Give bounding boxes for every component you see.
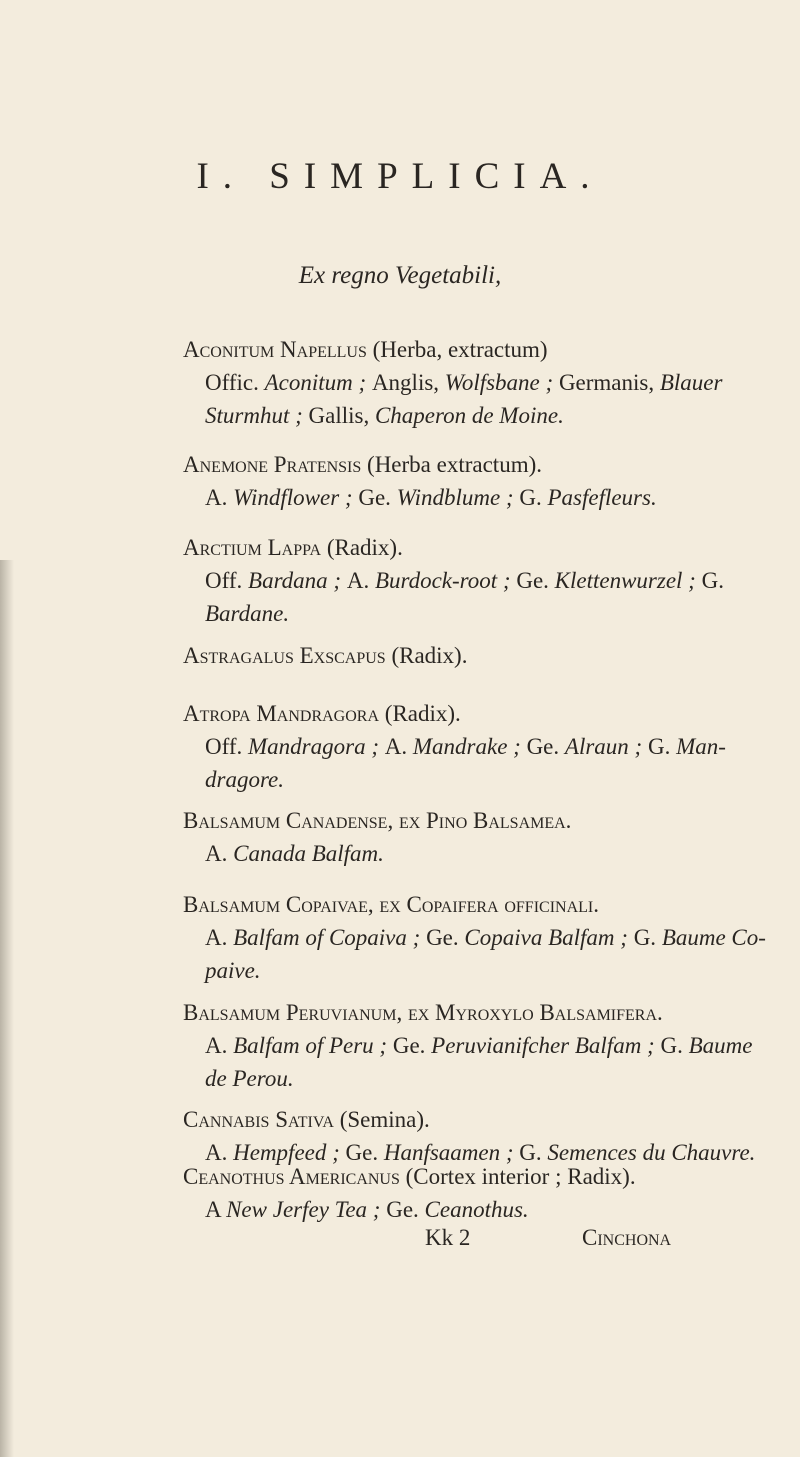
species-name: Atropa Mandragora: [183, 701, 380, 726]
species-name: Arctium Lappa: [183, 535, 322, 560]
entry-arctium: [183, 531, 753, 630]
entry-line: [183, 366, 753, 399]
lang-label: Ge.: [358, 485, 397, 510]
entry-title: [183, 1103, 753, 1136]
entry-balsamum-copaivae: [183, 888, 766, 987]
entry-title: [183, 333, 753, 366]
lang-label: Ge.: [392, 1033, 432, 1058]
lang-label: Gallis,: [308, 403, 375, 428]
lang-label: Off.: [205, 568, 249, 593]
species-name: Ceanothus Americanus: [183, 1164, 400, 1189]
synonym: Bardane.: [205, 601, 290, 626]
synonym: Windflower ;: [233, 485, 359, 510]
synonym: Hanfsaamen ;: [383, 1140, 520, 1165]
entry-line: [183, 1193, 753, 1226]
lang-label: G.: [519, 1140, 548, 1165]
synonym: Hempfeed ;: [233, 1140, 346, 1165]
plant-part: (Radix).: [385, 643, 468, 668]
lang-label: Offic.: [205, 370, 265, 395]
plant-part: (Semina).: [333, 1107, 430, 1132]
catchword: Cinchona: [582, 1225, 672, 1250]
synonym: Blauer: [659, 370, 723, 395]
plant-part: (Herba extractum).: [361, 452, 542, 477]
plant-part: (Herba, extractum): [366, 337, 548, 362]
lang-label: Ge.: [526, 734, 565, 759]
synonym: Ceanothus.: [424, 1197, 529, 1222]
lang-label: G.: [519, 485, 548, 510]
lang-label: G.: [647, 734, 677, 759]
entry-line: [183, 399, 753, 432]
entry-anemone: [183, 448, 753, 514]
synonym: Sturmhut ;: [205, 403, 309, 428]
synonym: Baume Co-: [661, 925, 766, 950]
entry-line: [183, 954, 753, 987]
entry-line: [183, 597, 753, 630]
synonym: Klettenwurzel ;: [554, 568, 702, 593]
synonym: Wolfsbane ;: [444, 370, 559, 395]
lang-label: G.: [633, 925, 662, 950]
entry-line: [183, 481, 753, 514]
synonym: Bardana ;: [248, 568, 347, 593]
species-name: Cannabis Sativa: [183, 1107, 334, 1132]
synonym: Canada Balfam.: [233, 841, 384, 866]
species-name: Balsamum Peruvianum, ex Myroxylo Balsamifera.: [183, 1000, 663, 1025]
lang-label: Ge.: [426, 925, 465, 950]
binding-shadow: [0, 560, 14, 1457]
lang-label: A.: [205, 1033, 234, 1058]
synonym: paive.: [205, 958, 261, 983]
entry-line: [183, 837, 753, 870]
synonym: de Perou.: [205, 1066, 294, 1091]
synonym: Balfam of Copaiva ;: [233, 925, 427, 950]
section-subheading: Ex regno Vegetabili,: [298, 262, 502, 289]
lang-label: A.: [205, 841, 234, 866]
lang-label: Off.: [205, 734, 249, 759]
entry-line: [183, 1029, 753, 1062]
species-name: Balsamum Canadense, ex Pino Balsamea.: [183, 808, 572, 833]
synonym: dragore.: [205, 767, 285, 792]
entry-line: [183, 1062, 753, 1095]
entry-title: [183, 996, 753, 1029]
lang-label: G.: [701, 568, 724, 593]
section-heading: I. SIMPLICIA.: [196, 156, 604, 197]
synonym: Baume: [688, 1033, 753, 1058]
lang-label: A: [205, 1197, 227, 1222]
synonym: Balfam of Peru ;: [233, 1033, 393, 1058]
lang-label: Ge.: [516, 568, 555, 593]
lang-label: A.: [346, 568, 375, 593]
synonym: Alraun ;: [564, 734, 648, 759]
species-name: Astragalus Exscapus: [183, 643, 386, 668]
species-name: Anemone Pratensis: [183, 452, 362, 477]
entry-atropa: [183, 697, 753, 796]
lang-label: Anglis,: [371, 370, 445, 395]
entry-title: [183, 639, 753, 672]
synonym: Peruvianifcher Balfam ;: [431, 1033, 661, 1058]
lang-label: A.: [205, 1140, 234, 1165]
entry-line: [183, 564, 753, 597]
synonym: Burdock-root ;: [374, 568, 517, 593]
plant-part: (Cortex interior ; Radix).: [399, 1164, 636, 1189]
entry-line: [183, 921, 766, 954]
entry-title: [183, 804, 753, 837]
lang-label: A.: [205, 925, 234, 950]
species-name: Balsamum Copaivae, ex Copaifera officinali.: [183, 892, 599, 917]
synonym: Semences du Chauvre.: [547, 1140, 756, 1165]
entry-title: [183, 888, 753, 921]
page-footer: [0, 1225, 800, 1259]
signature-mark: Kk 2: [425, 1225, 471, 1250]
lang-label: A.: [205, 485, 234, 510]
entry-balsamum-peruvianum: [183, 996, 753, 1095]
lang-label: G.: [660, 1033, 689, 1058]
synonym: Windblume ;: [396, 485, 520, 510]
entry-title: [183, 531, 753, 564]
species-name: Aconitum Napellus: [183, 337, 367, 362]
synonym: Copaiva Balfam ;: [464, 925, 634, 950]
synonym: Aconitum ;: [264, 370, 372, 395]
entry-ceanothus: [183, 1160, 753, 1226]
entry-balsamum-canadense: [183, 804, 753, 870]
entry-astragalus: [183, 639, 753, 672]
lang-label: Ge.: [345, 1140, 384, 1165]
entry-title: [183, 1160, 753, 1193]
entry-aconitum: [183, 333, 753, 432]
synonym: Mandragora ;: [248, 734, 385, 759]
synonym: Pasfefleurs.: [547, 485, 657, 510]
entry-title: [183, 448, 753, 481]
lang-label: Germanis,: [558, 370, 660, 395]
entry-title: [183, 697, 753, 730]
lang-label: A.: [384, 734, 413, 759]
synonym: Mandrake ;: [412, 734, 527, 759]
synonym: New Jerfey Tea ;: [226, 1197, 387, 1222]
lang-label: Ge.: [386, 1197, 425, 1222]
entry-line: [183, 730, 753, 763]
entry-line: [183, 763, 753, 796]
synonym: Chaperon de Moine.: [374, 403, 564, 428]
synonym: Man-: [676, 734, 726, 759]
plant-part: (Radix).: [379, 701, 461, 726]
plant-part: (Radix).: [321, 535, 403, 560]
